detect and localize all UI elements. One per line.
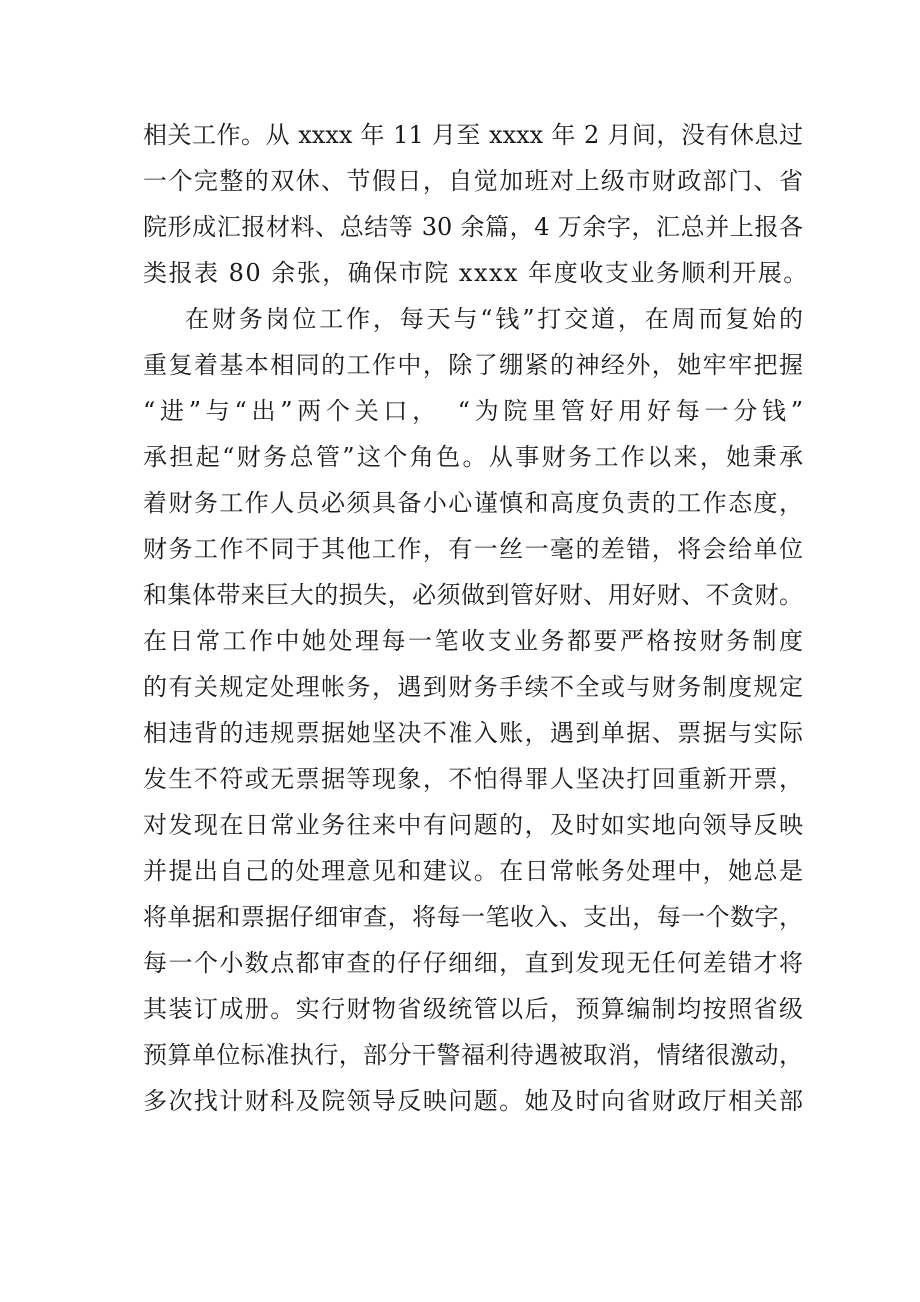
- text-line: 和集体带来巨大的损失，必须做到管好财、用好财、不贪财。: [143, 581, 803, 609]
- text-line: 对发现在日常业务往来中有问题的，及时如实地向领导反映: [143, 811, 803, 839]
- text-line: 在日常工作中她处理每一笔收支业务都要严格按财务制度: [143, 627, 803, 655]
- text-line: “进”与“出”两个关口， “为院里管好用好每一分钱”: [143, 397, 803, 425]
- text-line: 将单据和票据仔细审查，将每一笔收入、支出，每一个数字，: [143, 903, 803, 931]
- text-line: 预算单位标准执行，部分干警福利待遇被取消，情绪很激动，: [143, 1041, 803, 1069]
- text-line: 一个完整的双休、节假日，自觉加班对上级市财政部门、省: [143, 167, 803, 195]
- text-line: 相关工作。从 xxxx 年 11 月至 xxxx 年 2 月间，没有休息过: [143, 121, 803, 149]
- text-line: 重复着基本相同的工作中，除了绷紧的神经外，她牢牢把握: [143, 351, 803, 379]
- text-line: 类报表 80 余张，确保市院 xxxx 年度收支业务顺利开展。: [143, 259, 809, 287]
- text-line: 财务工作不同于其他工作，有一丝一毫的差错，将会给单位: [143, 535, 803, 563]
- text-line: 的有关规定处理帐务，遇到财务手续不全或与财务制度规定: [143, 673, 803, 701]
- text-line: 在财务岗位工作，每天与“钱”打交道，在周而复始的: [185, 305, 803, 333]
- text-line: 并提出自己的处理意见和建议。在日常帐务处理中，她总是: [143, 857, 803, 885]
- text-line: 每一个小数点都审查的仔仔细细，直到发现无任何差错才将: [143, 949, 803, 977]
- text-line: 多次找计财科及院领导反映问题。她及时向省财政厅相关部: [143, 1087, 803, 1115]
- text-line: 承担起“财务总管”这个角色。从事财务工作以来，她秉承: [143, 443, 803, 471]
- document-body: [143, 112, 809, 1124]
- text-line: 发生不符或无票据等现象，不怕得罪人坚决打回重新开票，: [143, 765, 803, 793]
- text-line: 着财务工作人员必须具备小心谨慎和高度负责的工作态度，: [143, 489, 803, 517]
- text-line: 其装订成册。实行财物省级统管以后，预算编制均按照省级: [143, 995, 803, 1023]
- text-line: 院形成汇报材料、总结等 30 余篇，4 万余字，汇总并上报各: [143, 213, 803, 241]
- text-line: 相违背的违规票据她坚决不准入账，遇到单据、票据与实际: [143, 719, 803, 747]
